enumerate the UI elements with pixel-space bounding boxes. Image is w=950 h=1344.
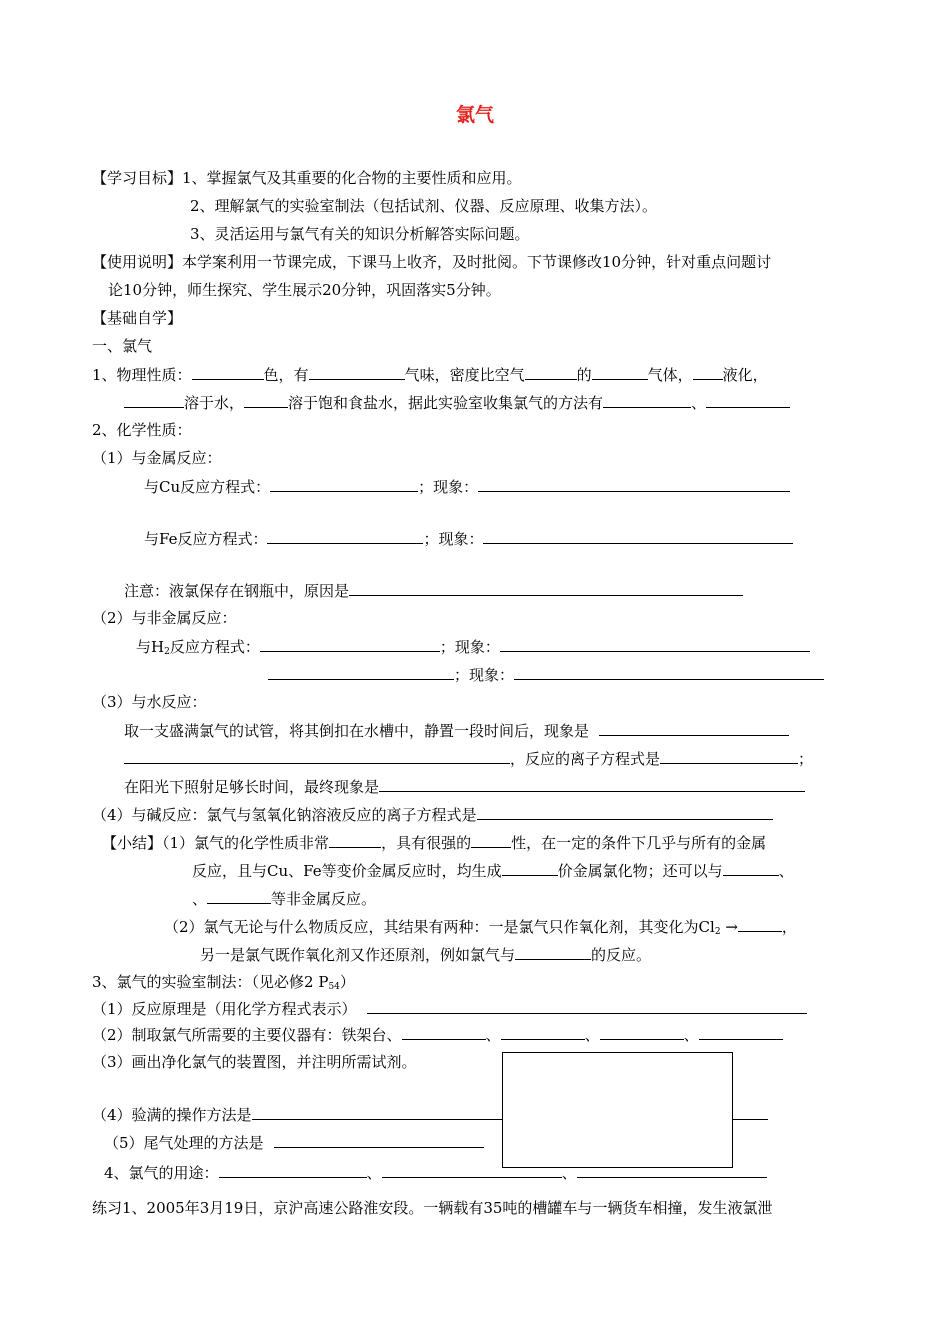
blank-field[interactable] [270,476,418,492]
blank-field[interactable] [592,364,648,380]
blank-field[interactable] [502,860,558,876]
blank-field[interactable] [207,888,271,904]
blank-field[interactable] [274,1132,484,1148]
uses-line: 4、氯气的用途： 、 、 [104,1162,767,1183]
physical-line-1: 1、物理性质： 色，有 气味，密度比空气 的 气体， 液化， [92,366,768,384]
chem-water: （3）与水反应： [92,693,207,711]
blank-field[interactable] [124,748,510,764]
blank-field[interactable] [192,364,264,380]
chem-nonmetal: （2）与非金属反应： [92,609,237,627]
lab-q4: （4）验满的操作方法是 [92,1104,768,1125]
blank-field[interactable] [124,392,184,408]
cu-line: 与Cu反应方程式： ；现象： [144,476,790,497]
blank-field[interactable] [260,636,440,652]
chem-title: 2、化学性质： [92,421,192,439]
blank-field[interactable] [515,944,591,960]
blank-field[interactable] [723,860,779,876]
blank-field[interactable] [478,476,790,492]
summary-line-3: 、 等非金属反应。 [192,890,377,908]
section-heading: 一、氯气 [92,337,153,355]
usage-line-1: 【使用说明】本学案利用一节课完成，下课马上收齐，及时批阅。下节课修改10分钟，针对重点问题讨 [92,253,772,271]
blank-field[interactable] [706,392,790,408]
h2-line-1: 与$H_2$反应方程式： ；现象： [136,636,810,662]
blank-field[interactable] [600,1024,684,1040]
water-line-2: ，反应的离子方程式是 ； [124,748,813,769]
summary-label: 【小结】 [102,834,163,852]
blank-field[interactable] [501,1024,585,1040]
sunlight-line: 在阳光下照射足够长时间，最终现象是 [124,776,805,797]
blank-field[interactable] [309,364,405,380]
blank-field[interactable] [244,392,288,408]
summary-line-2: 反应，且与Cu、Fe等变价金属反应时，均生成 价金属氯化物；还可以与 、 [192,862,794,880]
blank-field[interactable] [382,1162,562,1178]
blank-field[interactable] [514,664,824,680]
chem-metal: （1）与金属反应： [92,449,222,467]
h2-line-2: ；现象： [268,664,824,685]
objectives-label: 【学习目标】 [92,169,183,187]
fe-line: 与Fe反应方程式： ；现象： [144,528,793,549]
blank-field[interactable] [599,720,789,736]
blank-field[interactable] [379,776,805,792]
objective-item: 3、灵活运用与氯气有关的知识分析解答实际问题。 [190,225,530,243]
summary-line-1: 【小结】（1）氯气的化学性质非常 ，具有很强的 性，在一定的条件下几乎与所有的金属 [102,834,767,852]
note-line: 注意：液氯保存在钢瓶中，原因是 [124,580,743,601]
summary-line-5: 另一是氯气既作氧化剂又作还原剂，例如氯气与 的反应。 [200,946,652,964]
usage-line-2: 论10分钟，师生探究、学生展示20分钟，巩固落实5分钟。 [108,281,501,299]
lab-q5: （5）尾气处理的方法是 [104,1132,484,1153]
blank-field[interactable] [500,636,810,652]
blank-field[interactable] [525,364,577,380]
blank-field[interactable] [660,748,798,764]
page-title: 氯气 [455,104,494,126]
blank-field[interactable] [699,1024,783,1040]
blank-field[interactable] [471,832,511,848]
basics-label: 【基础自学】 [92,309,183,327]
physical-line-2: 溶于水， 溶于饱和食盐水，据此实验室收集氯气的方法有 、 [124,392,790,413]
lab-q1: （1）反应原理是（用化学方程式表示） [92,998,807,1019]
blank-field[interactable] [267,528,423,544]
blank-field[interactable] [329,832,381,848]
blank-field[interactable] [577,1162,767,1178]
water-line-1: 取一支盛满氯气的试管，将其倒扣在水槽中，静置一段时间后，现象是 [124,720,789,741]
objective-item: 1、掌握氯气及其重要的化合物的主要性质和应用。 [182,169,522,187]
blank-field[interactable] [603,392,691,408]
lab-title: 3、氯气的实验室制法：（见必修2 $P_{54}$） [92,973,355,992]
lab-q2: （2）制取氯气所需要的主要仪器有：铁架台、 、 、 、 [92,1024,783,1045]
exercise-text: 练习1、2005年3月19日，京沪高速公路淮安段。一辆载有35吨的槽罐车与一辆货车相撞，发生液氯泄 [92,1199,773,1217]
blank-field[interactable] [219,1162,367,1178]
blank-field[interactable] [349,580,743,596]
objectives-line-1 [92,168,522,188]
blank-field[interactable] [477,804,773,820]
blank-field[interactable] [367,998,807,1014]
usage-label: 【使用说明】 [92,253,183,271]
lab-q3: （3）画出净化氯气的装置图，并注明所需试剂。 [92,1053,417,1071]
blank-field[interactable] [693,364,723,380]
blank-field[interactable] [483,528,793,544]
objective-item: 2、理解氯气的实验室制法（包括试剂、仪器、反应原理、收集方法）。 [190,197,658,215]
blank-field[interactable] [402,1024,486,1040]
blank-field[interactable] [268,664,454,680]
summary-line-4: （2）氯气无论与什么物质反应，其结果有两种：一是氯气只作氧化剂，其变化为$Cl_2$ → ， [164,918,797,937]
blank-field[interactable] [738,916,782,932]
drawing-box[interactable] [502,1052,733,1168]
alkali-line: （4）与碱反应：氯气与氢氧化钠溶液反应的离子方程式是 [92,804,773,825]
